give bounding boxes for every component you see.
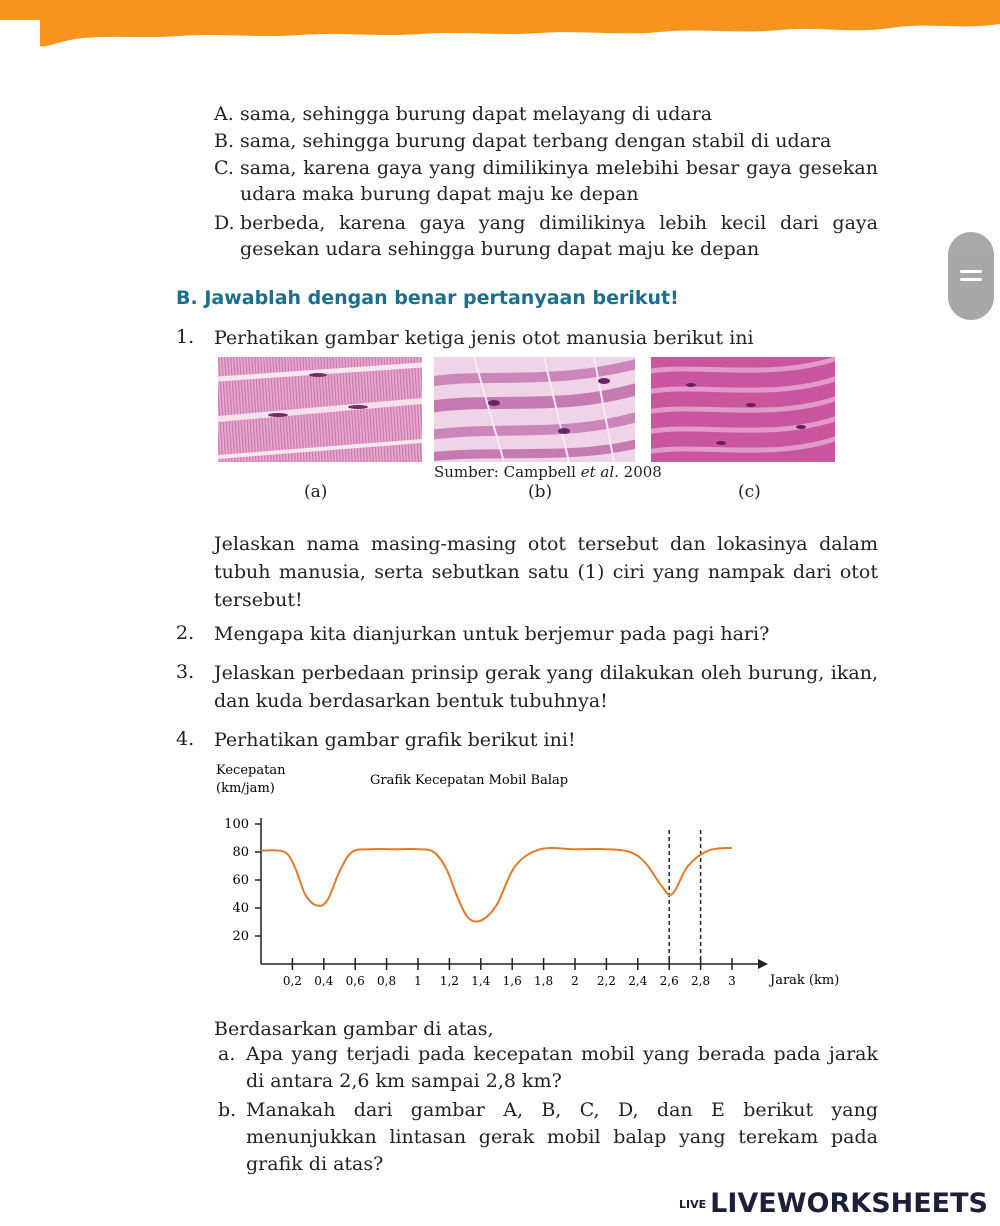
logo-small-mark: LIVE <box>679 1198 707 1211</box>
x-tick-label: 0,6 <box>345 974 365 988</box>
x-tick-label: 3 <box>728 974 736 988</box>
x-tick-label: 2,6 <box>659 974 679 988</box>
followup-intro: Berdasarkan gambar di atas, <box>214 1018 494 1040</box>
x-tick-label: 1,4 <box>471 974 491 988</box>
x-tick-label: 0,2 <box>282 974 302 988</box>
muscle-image-a <box>218 357 422 462</box>
y-tick-label: 40 <box>232 901 249 916</box>
y-tick-label: 60 <box>232 873 249 888</box>
header-banner <box>0 0 1000 60</box>
x-tick-label: 1 <box>414 974 422 988</box>
liveworksheets-logo <box>679 1188 988 1219</box>
chart-ylabel-line1: Kecepatan <box>216 763 286 778</box>
speed-chart <box>210 756 870 996</box>
panel-label-a: (a) <box>304 482 328 502</box>
question-number: 2. <box>176 622 195 644</box>
y-tick-label: 80 <box>232 845 249 860</box>
option-c <box>214 155 878 207</box>
panel-label-c: (c) <box>738 482 761 502</box>
subquestion-label: a. <box>218 1043 236 1065</box>
x-tick-label: 2,4 <box>628 974 648 988</box>
x-tick-label: 2 <box>571 974 579 988</box>
option-label: B. <box>214 130 235 152</box>
option-text: berbeda, karena gaya yang dimilikinya lebih kecil dari gaya gesekan udara sehingga burung dapat maju ke depan <box>240 212 878 260</box>
question-number: 3. <box>176 661 195 683</box>
subquestion-b <box>214 1097 878 1178</box>
question-1-instructions: Jelaskan nama masing-masing otot tersebut dan lokasinya dalam tubuh manusia, serta sebutkan satu (1) ciri yang nampak dari otot tersebut! <box>214 533 878 611</box>
subquestion-text: Manakah dari gambar A, B, C, D, dan E berikut yang menunjukkan lintasan gerak mobil balap yang terekam pada grafik di atas? <box>246 1099 878 1175</box>
question-number: 1. <box>176 326 195 348</box>
x-tick-label: 1,2 <box>439 974 459 988</box>
option-label: D. <box>214 212 235 234</box>
section-title: B. Jawablah dengan benar pertanyaan berikut! <box>176 287 679 309</box>
question-text: Perhatikan gambar ketiga jenis otot manusia berikut ini <box>214 327 754 349</box>
x-tick-label: 2,2 <box>596 974 616 988</box>
option-label: A. <box>214 103 234 125</box>
chart-title: Grafik Kecepatan Mobil Balap <box>370 773 569 788</box>
logo-text: LIVEWORKSHEETS <box>710 1188 988 1219</box>
x-tick-label: 1,6 <box>502 974 522 988</box>
chart-xlabel: Jarak (km) <box>770 973 840 988</box>
x-tick-label: 2,8 <box>691 974 711 988</box>
option-text: sama, sehingga burung dapat melayang di udara <box>240 103 713 125</box>
option-text: sama, sehingga burung dapat terbang dengan stabil di udara <box>240 130 832 152</box>
caption-italic: et al. <box>580 463 619 481</box>
option-label: C. <box>214 157 234 179</box>
image-source-caption <box>434 463 662 481</box>
chart-x-axis-arrow <box>758 959 768 969</box>
y-tick-label: 20 <box>232 929 249 944</box>
x-tick-label: 1,8 <box>534 974 554 988</box>
panel-label-b: (b) <box>528 482 553 502</box>
x-tick-label: 0,4 <box>314 974 334 988</box>
question-number: 4. <box>176 728 195 750</box>
question-text: Jelaskan perbedaan prinsip gerak yang dilakukan oleh burung, ikan, dan kuda berdasarkan bentuk tubuhnya! <box>214 662 878 712</box>
subquestion-label: b. <box>218 1099 237 1121</box>
x-tick-label: 0,8 <box>377 974 397 988</box>
handle-line <box>960 278 982 281</box>
option-text: sama, karena gaya yang dimilikinya melebihi besar gaya gesekan udara maka burung dapat maju ke depan <box>240 157 878 205</box>
caption-year: 2008 <box>618 463 662 481</box>
option-d <box>214 210 878 262</box>
question-text: Perhatikan gambar grafik berikut ini! <box>214 729 576 751</box>
option-a <box>214 101 878 127</box>
subquestion-a <box>214 1041 878 1095</box>
handle-line <box>960 270 982 273</box>
subquestion-text: Apa yang terjadi pada kecepatan mobil yang berada pada jarak di antara 2,6 km sampai 2,8 km? <box>246 1043 878 1092</box>
speed-series-line <box>261 848 732 922</box>
option-b <box>214 128 878 154</box>
chart-ylabel-line2: (km/jam) <box>216 781 275 796</box>
caption-prefix: Sumber: Campbell <box>434 463 581 481</box>
question-text: Mengapa kita dianjurkan untuk berjemur pada pagi hari? <box>214 623 770 645</box>
muscle-image-b <box>434 357 635 462</box>
scroll-handle[interactable] <box>948 232 994 320</box>
muscle-image-c <box>651 357 835 462</box>
y-tick-label: 100 <box>224 817 249 832</box>
